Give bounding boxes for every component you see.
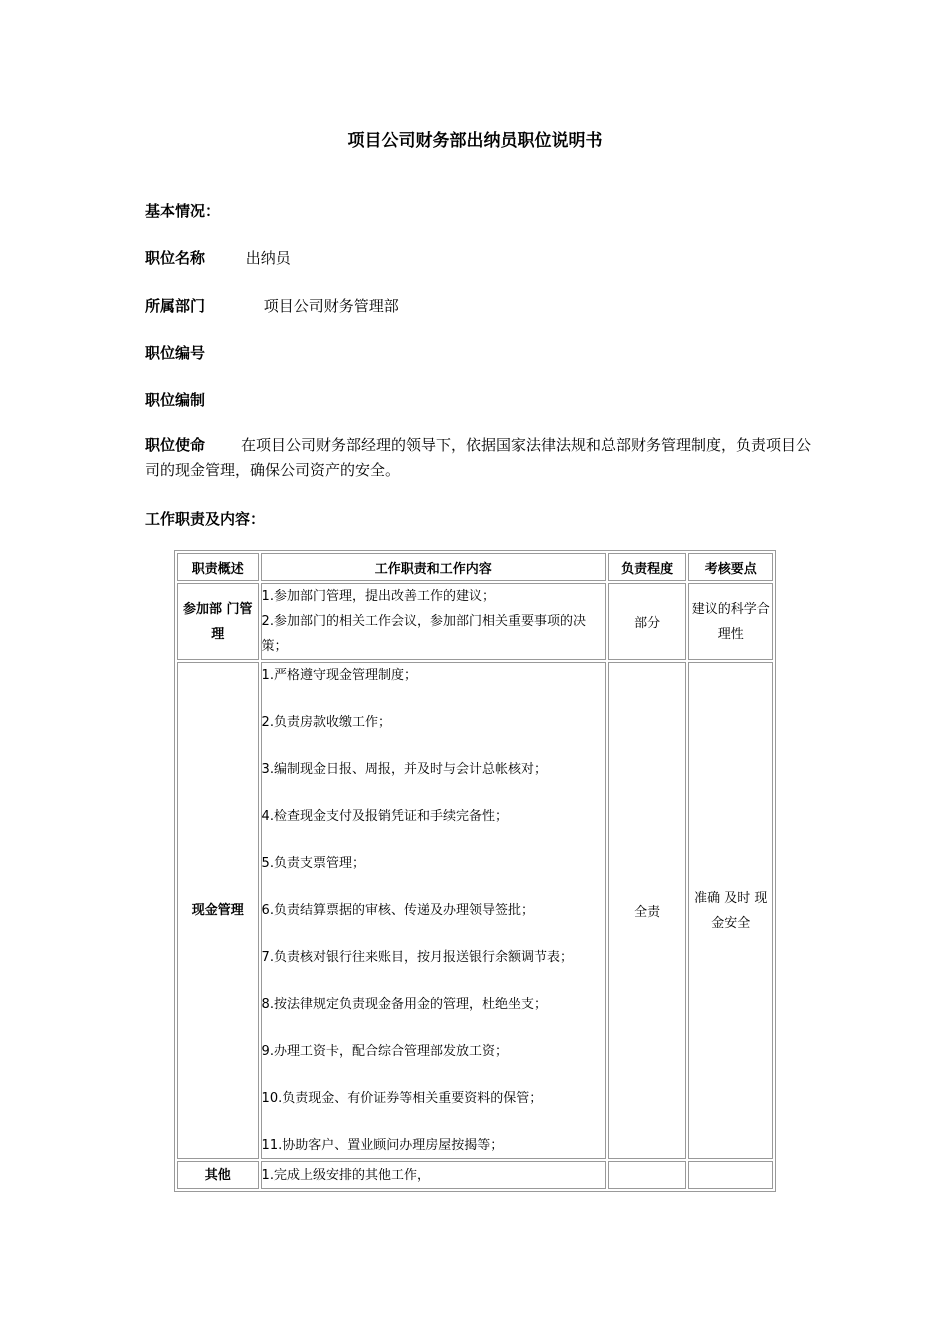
table-row — [177, 1161, 773, 1189]
row-criteria — [688, 1161, 773, 1189]
list-item: 3.编制现金日报、周报，并及时与会计总帐核对； — [261, 762, 547, 777]
mission-row — [145, 433, 815, 483]
list-item: 5.负责支票管理； — [261, 856, 365, 871]
table-row — [177, 583, 773, 660]
mission-label: 职位使命 — [145, 436, 206, 454]
header-content: 工作职责和工作内容 — [261, 553, 606, 581]
header-summary: 职责概述 — [177, 553, 259, 581]
row-criteria: 准确 及时 现金安全 — [688, 662, 773, 1159]
header-degree: 负责程度 — [608, 553, 687, 581]
duties-heading: 工作职责及内容： — [145, 510, 266, 528]
row-degree: 部分 — [608, 583, 687, 660]
table-row — [177, 662, 773, 1159]
list-item: 1.完成上级安排的其他工作， — [261, 1167, 430, 1183]
list-item: 4.检查现金支付及报销凭证和手续完备性； — [261, 809, 508, 824]
row-items — [261, 1161, 606, 1189]
list-item: 6.负责结算票据的审核、传递及办理领导签批； — [261, 903, 534, 918]
row-summary: 其他 — [177, 1161, 259, 1189]
position-name-row — [145, 247, 291, 268]
basic-heading: 基本情况： — [145, 202, 221, 220]
row-summary: 参加部 门管理 — [177, 583, 259, 660]
position-name-label: 职位名称 — [145, 249, 206, 267]
list-item: 9.办理工资卡，配合综合管理部发放工资； — [261, 1044, 508, 1059]
row-summary: 现金管理 — [177, 662, 259, 1159]
duties-table — [174, 550, 776, 1192]
department-row — [145, 295, 399, 316]
list-item: 2.参加部门的相关工作会议，参加部门相关重要事项的决策； — [261, 614, 586, 654]
list-item: 1.参加部门管理，提出改善工作的建议； — [261, 589, 495, 604]
row-degree: 全责 — [608, 662, 687, 1159]
list-item: 8.按法律规定负责现金备用金的管理，杜绝坐支； — [261, 997, 547, 1012]
list-item: 10.负责现金、有价证券等相关重要资料的保管； — [261, 1091, 543, 1106]
table-header-row — [177, 553, 773, 581]
row-items — [261, 662, 606, 1159]
row-degree — [608, 1161, 687, 1189]
position-name-value: 出纳员 — [245, 249, 291, 267]
department-label: 所属部门 — [145, 297, 206, 315]
list-item: 11.协助客户、置业顾问办理房屋按揭等； — [261, 1138, 504, 1153]
list-item: 2.负责房款收缴工作； — [261, 715, 391, 730]
page-title: 项目公司财务部出纳员职位说明书 — [347, 131, 603, 151]
row-criteria: 建议的科学合理性 — [688, 583, 773, 660]
list-item: 1.严格遵守现金管理制度； — [261, 668, 417, 683]
list-item: 7.负责核对银行往来账目，按月报送银行余额调节表； — [261, 950, 573, 965]
department-value: 项目公司财务管理部 — [263, 297, 399, 315]
mission-text: 在项目公司财务部经理的领导下，依据国家法律法规和总部财务管理制度，负责项目公司的现金管理，确保公司资产的安全。 — [145, 436, 812, 479]
position-code-label: 职位编号 — [145, 344, 206, 362]
row-items — [261, 583, 606, 660]
position-staffing-label: 职位编制 — [145, 391, 206, 409]
header-criteria: 考核要点 — [688, 553, 773, 581]
